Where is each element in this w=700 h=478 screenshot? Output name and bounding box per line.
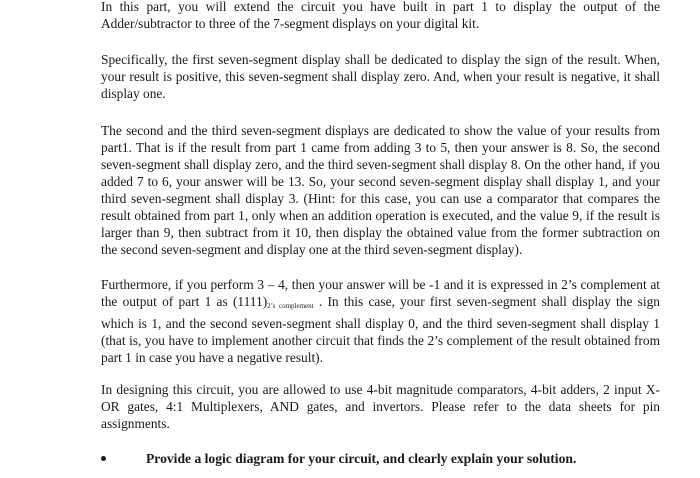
paragraph-negative-result bbox=[101, 276, 660, 366]
paragraph-sign-display: Specifically, the first seven-segment display shall be dedicated to display the sign of the result. When, your result is positive, this seven-segment shall display zero. And, when your result is negative, it shall display one. bbox=[101, 52, 660, 101]
paragraph-allowed-components: In designing this circuit, you are allowed to use 4-bit magnitude comparators, 4-bit adders, 2 input X-OR gates, 4:1 Multiplexers, AND gates, and invertors. Please refer to the data sheets for pin assignments. bbox=[101, 382, 660, 431]
bullet-instruction: Provide a logic diagram for your circuit, and clearly explain your solution. bbox=[146, 451, 577, 466]
paragraph-intro: In this part, you will extend the circuit you have built in part 1 to display the output of the Adder/subtractor to three of the 7-segment displays on your digital kit. bbox=[101, 0, 660, 31]
paragraph-negative-text-1: Furthermore, if you perform 3 – 4, then your answer will be -1 and it is expressed in 2’s complement at the output of part 1 as (1111) bbox=[101, 277, 660, 309]
bullet-icon bbox=[101, 456, 106, 461]
paragraph-value-display: The second and the third seven-segment displays are dedicated to show the value of your results from part1. That is if the result from part 1 came from adding 3 to 5, then your answer is 8. So, the second seven-segment shall display zero, and the third seven-segment shall display 8. On the other hand, if you added 7 to 6, your answer will be 13. So, your second seven-segment display shall display 1, and your third seven-segment shall display 3. (Hint: for this case, you can use a comparator that compares the result obtained from part 1, only when an addition operation is executed, and the value 9, if the result is larger than 9, then subtract from it 10, then display the obtained value from the former subtraction on the second seven-segment and display one at the third seven-segment display). bbox=[101, 123, 660, 257]
twos-complement-subscript: 2’s complement bbox=[267, 302, 314, 310]
paragraph-negative-text-2: . In this case, your first seven-segment shall display the sign which is 1, and the second seven-segment shall display 0, and the third seven-segment shall display 1 (that is, you have to implement another circuit that finds the 2’s complement of the result obtained from part 1 in case you have a negative result). bbox=[101, 294, 660, 365]
